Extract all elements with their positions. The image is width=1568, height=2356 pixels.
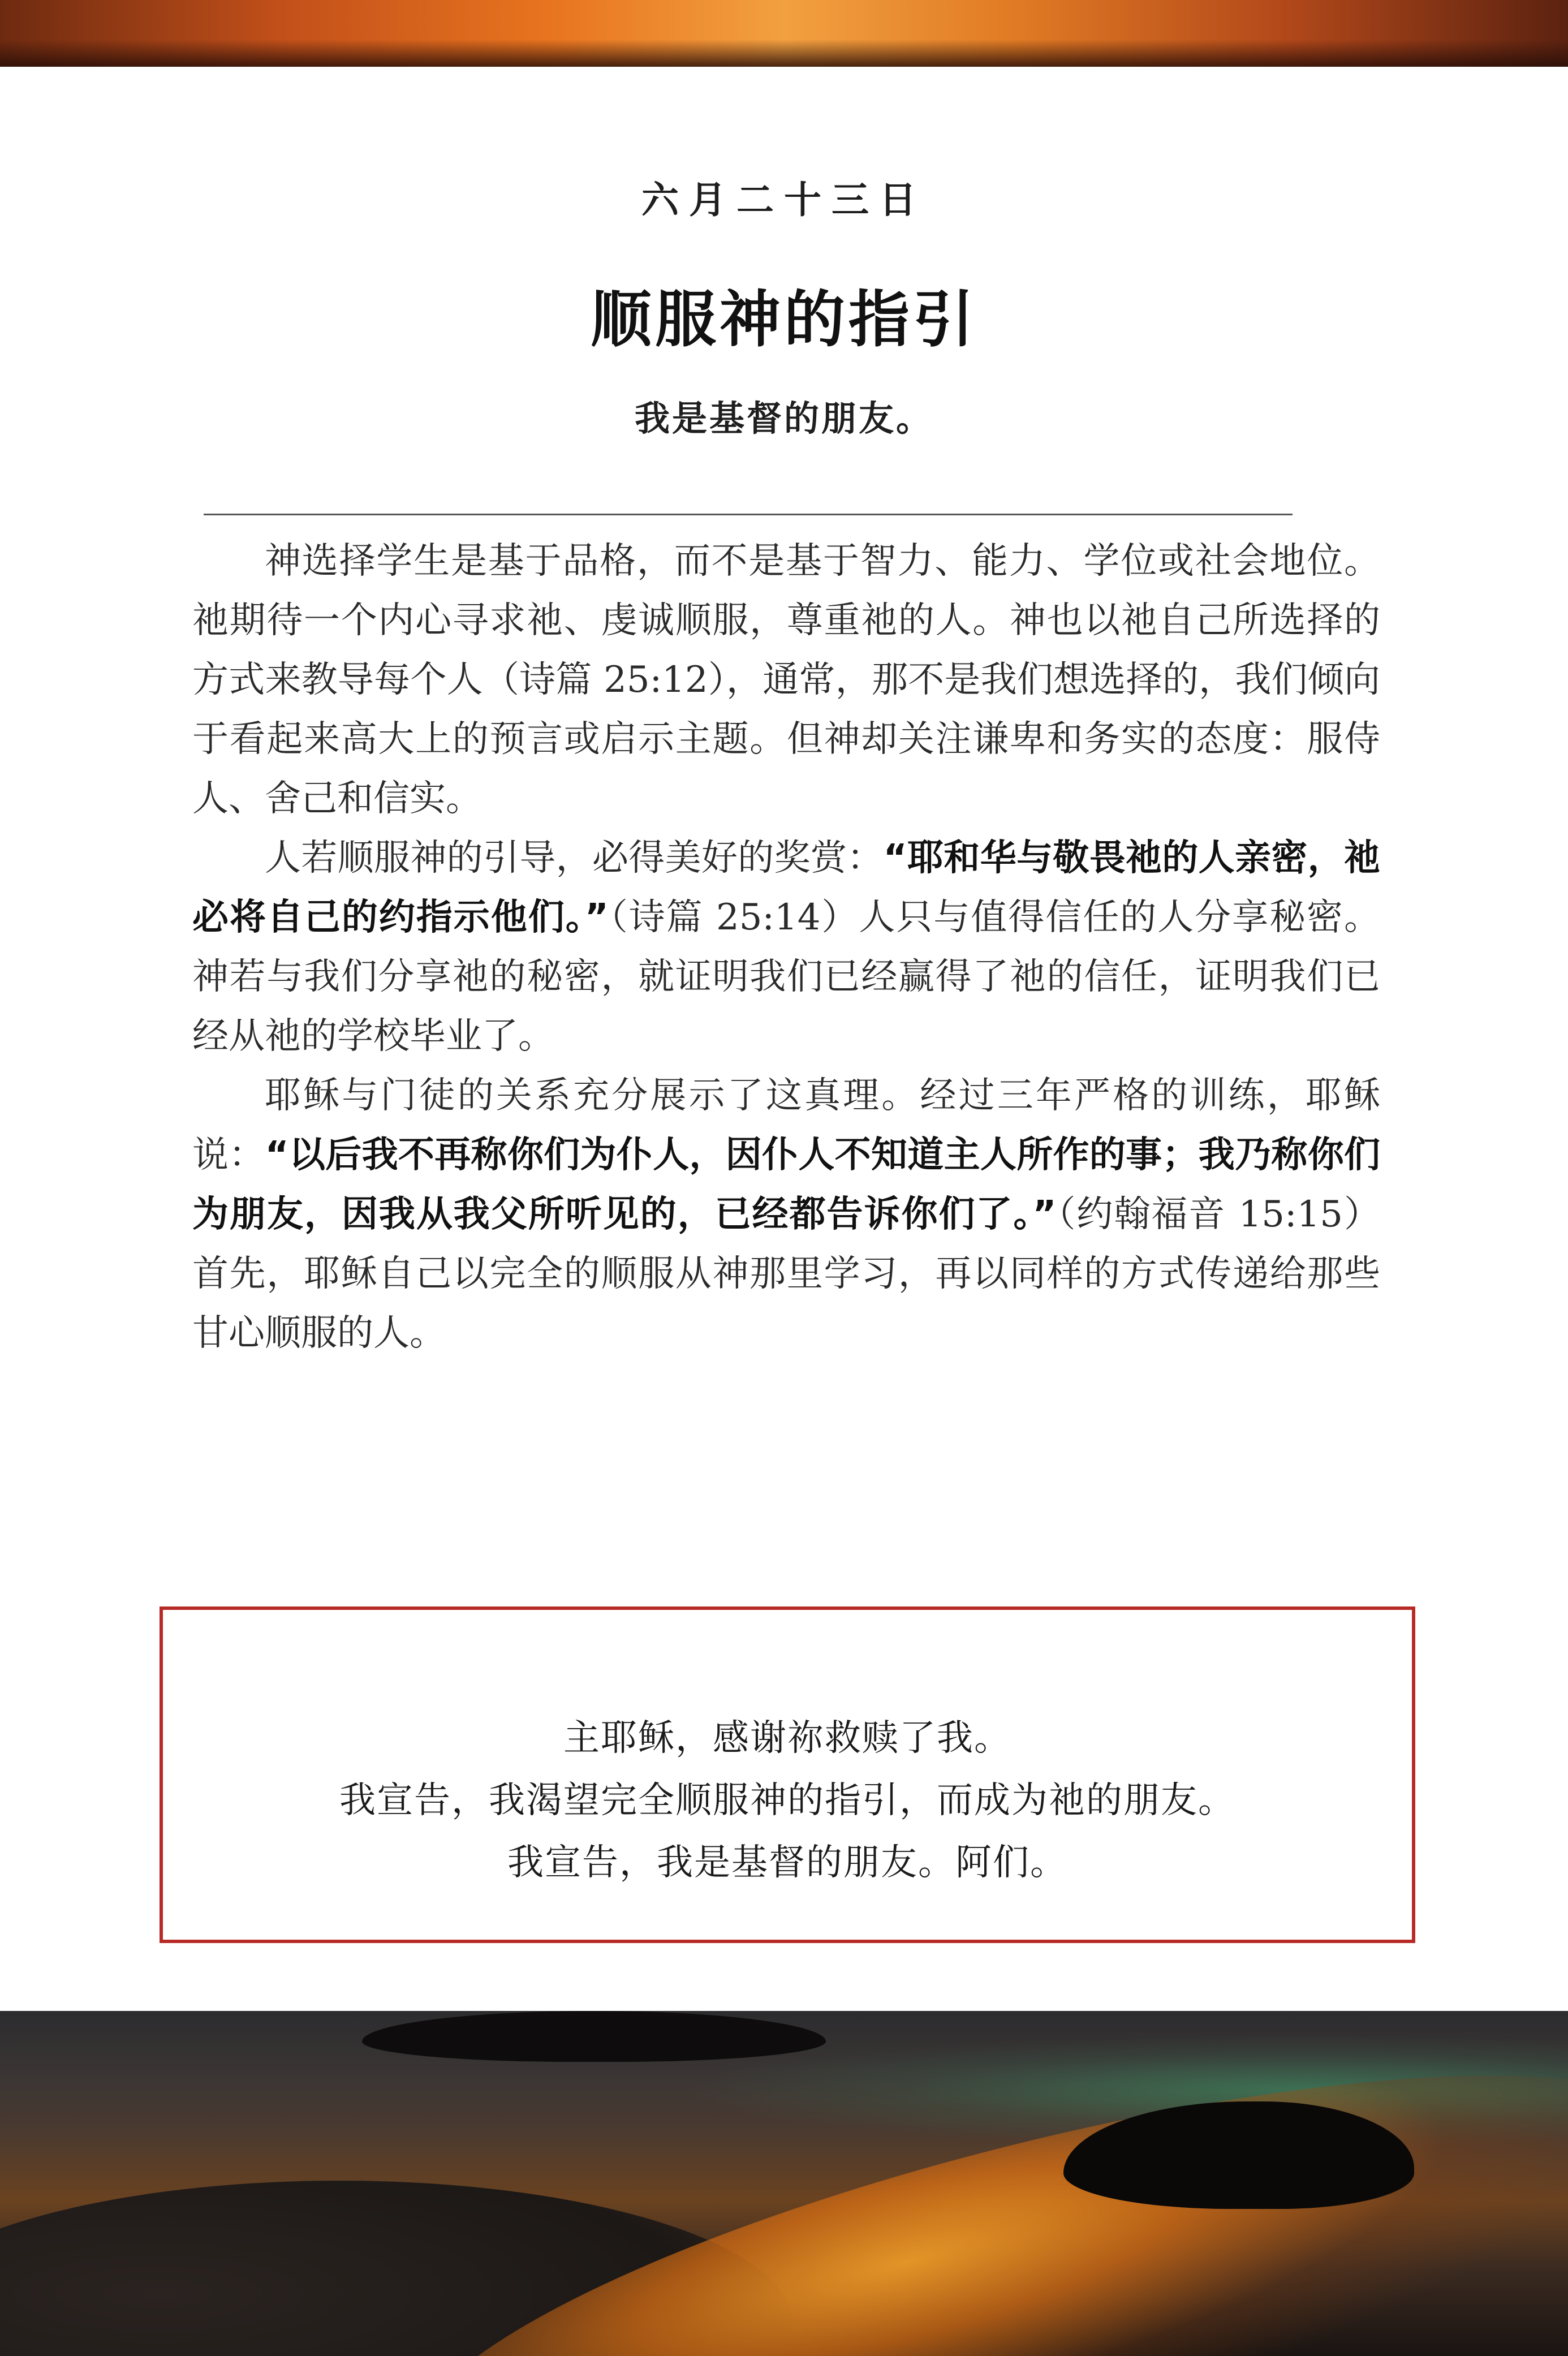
divider-line — [204, 514, 1293, 515]
date-heading: 六月二十三日 — [641, 178, 927, 222]
paragraph-2-quote: “耶和华与敬畏祂的人亲密，祂必将自己的约指示他们。” — [192, 837, 1381, 938]
bottom-landscape-image — [0, 2011, 1568, 2356]
paragraph-1 — [192, 532, 1380, 829]
distant-island — [362, 2011, 826, 2062]
prayer-box — [160, 1606, 1415, 1943]
paragraph-3-text-b: （约翰福音 15:15）首先，耶稣自己以完全的顺服从神那里学习，再以同样的方式传递给那些甘心顺服的人。 — [192, 1194, 1381, 1354]
page-subtitle: 我是基督的朋友。 — [634, 398, 933, 439]
paragraph-3-text-a: 耶稣与门徒的关系充分展示了这真理。经过三年严格的训练，耶稣说： — [192, 1075, 1380, 1176]
devotional-body — [192, 532, 1380, 1363]
paragraph-2-text-b: （诗篇 25:14）人只与值得信任的人分享秘密。神若与我们分享祂的秘密，就证明我们已经赢得了祂的信任，证明我们已经从祂的学校毕业了。 — [192, 897, 1381, 1057]
top-banner-image — [0, 0, 1568, 67]
prayer-line-3: 我宣告，我是基督的朋友。阿们。 — [507, 1842, 1067, 1884]
page-title: 顺服神的指引 — [590, 285, 977, 355]
paragraph-2-text-a: 人若顺服神的引导，必得美好的奖赏： — [265, 837, 884, 879]
paragraph-3-quote: “以后我不再称你们为仆人，因仆人不知道主人所作的事；我乃称你们为朋友，因我从我父所听见的，已经都告诉你们了。” — [192, 1134, 1381, 1235]
prayer-line-2: 我宣告，我渴望完全顺服神的指引，而成为祂的朋友。 — [339, 1780, 1235, 1821]
prayer-line-1: 主耶稣，感谢祢救赎了我。 — [563, 1717, 1011, 1759]
paragraph-3 — [192, 1066, 1380, 1363]
paragraph-2 — [192, 829, 1380, 1066]
paragraph-1-text: 神选择学生是基于品格，而不是基于智力、能力、学位或社会地位。祂期待一个内心寻求祂、虔诚顺服，尊重祂的人。神也以祂自己所选择的方式来教导每个人（诗篇 25:12），通常，那不是我们想选择的，我们倾向于看起来高大上的预言或启示主题。但神却关注谦卑和务实的态度：服侍人、舍己和信实。 — [192, 540, 1380, 820]
